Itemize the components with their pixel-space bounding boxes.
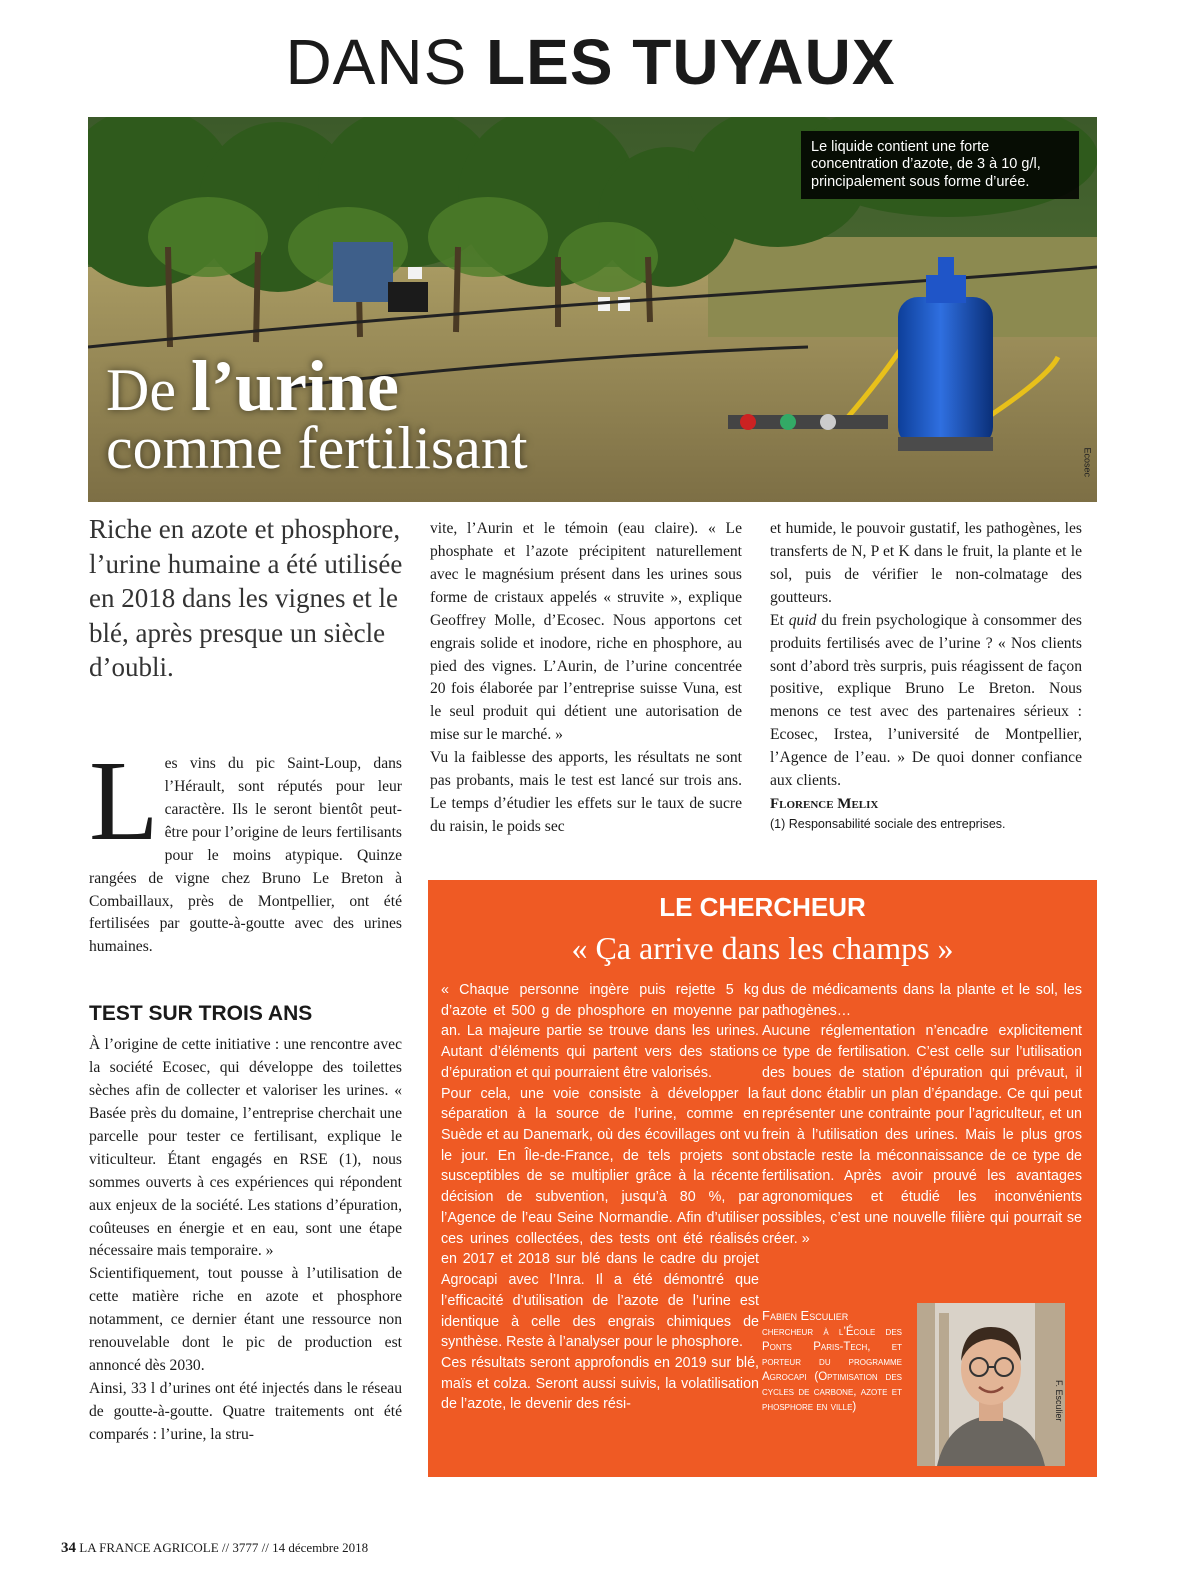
section-title (0, 26, 1181, 98)
photo-caption: Le liquide contient une forte concentration d’azote, de 3 à 10 g/l, principalement sous forme d’urée. (801, 131, 1079, 199)
section-title-light: DANS (285, 26, 468, 98)
headline-de: De (106, 357, 176, 423)
researcher-name: Fabien Esculier (762, 1308, 849, 1323)
box-paragraph: Ces résultats seront approfondis en 2019 sur blé, maïs et colza. Seront aussi suivis, la volatilisation de l’azote, le devenir des rési- (441, 1354, 759, 1413)
paragraph: À l’origine de cette initiative : une rencontre avec la société Ecosec, qui développe des toilettes sèches afin de collecter et valoriser les urines. « Basée près du domaine, l’entreprise cherchait une parcelle pour tester ce fertilisant, explique le viticulteur. Étant engagés en RSE (1), nous sommes ouverts à ces expériences qui répondent aux enjeux de la société. Les stations d’épuration, coûteuses en énergie et en eau, sont une étape nécessaire mais temporaire. » (89, 1036, 402, 1260)
box-paragraph: « Chaque personne ingère puis rejette 5 kg d’azote et 500 g de phosphore en moyenne par an. La majeure partie se trouve dans les urines. Autant d’éléments qui partent vers des stations d’épuration et qui pourraient être valorisés. (441, 982, 759, 1081)
box-paragraph: dus de médicaments dans la plante et le sol, les pathogènes… (762, 982, 1082, 1019)
article-headline (106, 346, 528, 482)
article-column-2 (430, 518, 742, 839)
paragraph: Vu la faiblesse des apports, les résultats ne sont pas probants, mais le test est lancé sur trois ans. Le temps d’étudier les effets sur le taux de sucre du raisin, le poids sec (430, 749, 742, 835)
box-title: « Ça arrive dans les champs » (571, 930, 954, 966)
paragraph (770, 610, 1082, 793)
headline-urine: l’urine (190, 346, 399, 426)
section-title-bold: LES TUYAUX (486, 26, 896, 98)
article-column-1 (89, 737, 402, 1447)
paragraph-intro: es vins du pic Saint-Loup, dans l’Hérault, sont réputés pour leur caractère. Ils le seront bientôt peut-être pour l’origine de leurs fertilisants pour le moins atypique. Quinze rangées de vigne chez Bruno Le Breton à Combaillaux, près de Montpellier, ont été fertilisées par goutte-à-goutte avec des urines humaines. (89, 755, 402, 956)
page-number: 34 (61, 1540, 76, 1556)
paragraph: Scientifiquement, tout pousse à l’utilisation de cette matière riche en azote et phosphore notamment, ce dernier étant une ressource non renouvelable dont le pic de production est annoncé dès 2030. (89, 1265, 402, 1375)
box-kicker: LE CHERCHEUR (659, 892, 866, 922)
lede: Riche en azote et phosphore, l’urine humaine a été utilisée en 2018 dans les vignes et le blé, après presque un siècle d’oubli. (89, 514, 403, 683)
paragraph: vite, l’Aurin et le témoin (eau claire). « Le phosphate et l’azote précipitent naturellement avec le magnésium présent dans les urines sous forme de cristaux appelés « struvite », explique Geoffrey Molle, d’Ecosec. Nous apportons cet engrais solide et inodore, riche en phosphore, au pied des vignes. L’Aurin, de l’urine concentrée 20 fois élaborée par l’entreprise suisse Vuna, est le seul produit qui détient une autorisation de mise sur le marché. » (430, 520, 742, 744)
portrait-credit: F. Esculier (1054, 1380, 1064, 1422)
box-paragraph: Aucune réglementation n’encadre explicitement ce type de fertilisation. C’est celle sur l’utilisation des boues de station d’épuration qui prévaut, il faut donc établir un plan d’épandage. Ce qui peut représenter une contrainte pour l’agriculteur, et un frein à l’utilisation des urines. Mais le plus gros obstacle reste la méconnaissance de ce type de fertilisation. Après avoir prouvé les avantages agronomiques et étudié les inconvénients possibles, c’est une nouvelle filière qui pourrait se créer. » (762, 1023, 1082, 1247)
hero-photo (88, 117, 1097, 502)
text-emphasis: quid (788, 611, 817, 629)
researcher-description: chercheur à l’École des Ponts Paris-Tech, et porteur du programme Agrocapi (Optimisation des cycles de carbone, azote et phosphore en ville) (762, 1325, 902, 1413)
page-folio (61, 1540, 368, 1557)
box-column-1 (441, 980, 759, 1415)
article-column-3 (770, 518, 1082, 833)
text-run: du frein psychologique à consommer des produits fertilisés avec de l’urine ? « Nos clients sont d’abord très surpris, puis réagissent de façon positive, explique Bruno Le Breton. Nous menons ce test avec des partenaires sérieux : Ecosec, Irstea, l’université de Montpellier, l’Agence de l’eau. » De quoi donner confiance aux clients. (770, 611, 1082, 790)
text-run: Et (770, 611, 789, 629)
headline-line2: comme fertilisant (106, 415, 528, 482)
researcher-portrait (917, 1303, 1065, 1466)
researcher-bio (762, 1308, 902, 1415)
subheading: TEST SUR TROIS ANS (89, 1002, 313, 1026)
footnote: (1) Responsabilité sociale des entreprises. (770, 817, 1006, 832)
researcher-box (428, 880, 1097, 1477)
paragraph: et humide, le pouvoir gustatif, les pathogènes, les transferts de N, P et K dans le fruit, la plante et le sol, puis de vérifier le non-colmatage des goutteurs. (770, 520, 1082, 606)
paragraph: Ainsi, 33 l d’urines ont été injectés dans le réseau de goutte-à-goutte. Quatre traitements ont été comparés : l’urine, la stru- (89, 1379, 402, 1443)
box-paragraph: Pour cela, une voie consiste à développer la séparation à la source de l’urine, comme en Suède et au Danemark, où des écovillages ont vu le jour. En Île-de-France, de tels projets sont susceptibles de se multiplier grâce à la récente décision de subvention, jusqu’à 80 %, par l’Agence de l’eau Seine Normandie. Afin d’utiliser ces urines collectées, des tests ont été réalisés en 2017 et 2018 sur blé dans le cadre du projet Agrocapi avec l’Inra. Il a été démontré que l’efficacité d’utilisation de l’azote de l’urine est identique à celle des engrais chimiques de synthèse. Reste à l’analyser pour le phosphore. (441, 1085, 759, 1351)
photo-credit: Ecosec (1083, 447, 1093, 477)
drop-cap: L (89, 737, 159, 864)
author-byline: Florence Melix (770, 796, 879, 813)
box-column-2 (762, 980, 1082, 1249)
folio-text: LA FRANCE AGRICOLE // 3777 // 14 décembre 2018 (79, 1540, 369, 1555)
